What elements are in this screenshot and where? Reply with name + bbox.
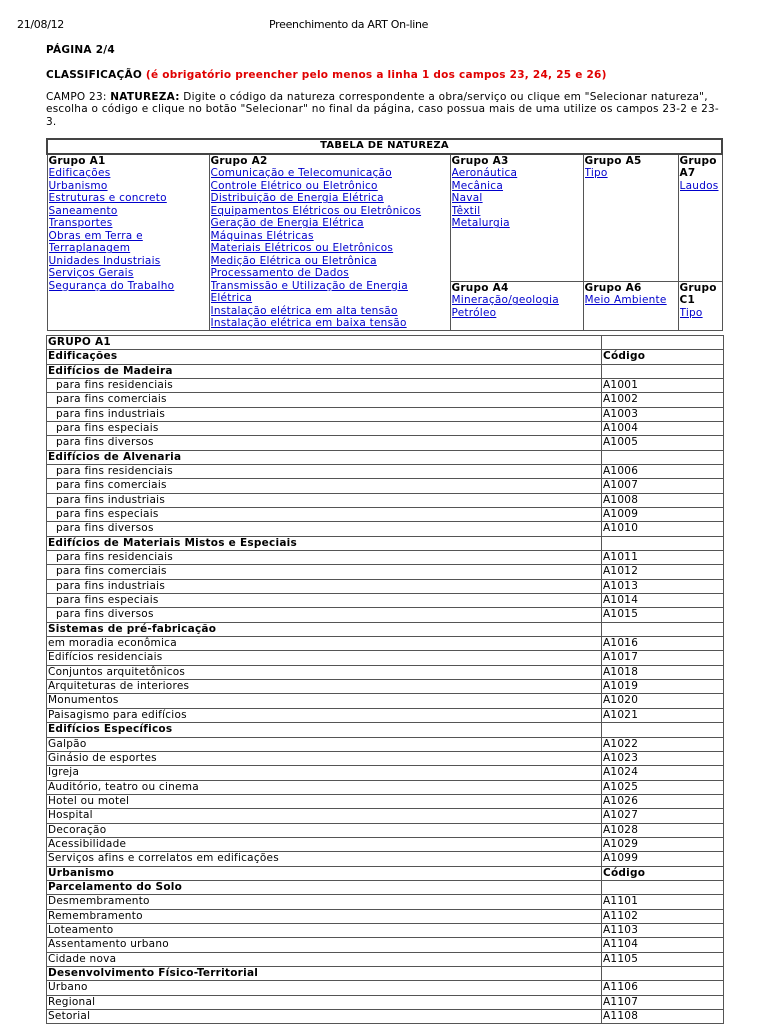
row-code: A1099 xyxy=(602,852,724,866)
group-a6-links xyxy=(585,294,677,307)
table-row xyxy=(47,852,724,866)
table-row xyxy=(47,766,724,780)
table-row xyxy=(47,995,724,1009)
row-description: para fins comerciais xyxy=(47,479,602,493)
group-a5-link[interactable]: Tipo xyxy=(584,167,608,180)
group-a2-link[interactable]: Materiais Elétricos ou Eletrônicos xyxy=(210,242,394,255)
row-description: Monumentos xyxy=(47,694,602,708)
table-row xyxy=(47,794,724,808)
row-code: A1013 xyxy=(602,579,724,593)
nature-code-table-body xyxy=(47,335,724,1024)
row-description: Regional xyxy=(47,995,602,1009)
row-code: A1101 xyxy=(602,895,724,909)
row-description: para fins residenciais xyxy=(47,378,602,392)
campo-23-instructions xyxy=(46,91,722,128)
table-row xyxy=(47,837,724,851)
row-code: A1007 xyxy=(602,479,724,493)
group-a1-link[interactable]: Obras em Terra e xyxy=(48,229,143,242)
group-a7-code: A7 xyxy=(679,167,696,180)
table-row xyxy=(47,464,724,478)
row-code: A1011 xyxy=(602,551,724,565)
group-a2-link[interactable]: Comunicação e Telecomunicação xyxy=(210,167,392,180)
row-code xyxy=(602,967,724,981)
table-row xyxy=(47,823,724,837)
group-a2-link[interactable]: Controle Elétrico ou Eletrônico xyxy=(210,179,378,192)
table-row xyxy=(47,508,724,522)
group-a2-title: Grupo A2 xyxy=(210,154,268,167)
row-description: Arquiteturas de interiores xyxy=(47,680,602,694)
table-row xyxy=(47,565,724,579)
row-description: Igreja xyxy=(47,766,602,780)
section-header-row xyxy=(47,335,724,349)
row-code: A1026 xyxy=(602,794,724,808)
group-a1-link[interactable]: Segurança do Trabalho xyxy=(48,279,175,292)
group-a4-links xyxy=(452,294,582,319)
row-code: A1029 xyxy=(602,837,724,851)
print-title: Preenchimento da ART On-line xyxy=(269,18,429,31)
group-a1-link[interactable]: Edificações xyxy=(48,167,111,180)
group-a7-links xyxy=(680,180,721,193)
group-a1-link[interactable]: Serviços Gerais xyxy=(48,267,134,280)
table-row xyxy=(47,952,724,966)
row-description: em moradia econômica xyxy=(47,637,602,651)
group-a2-link[interactable]: Equipamentos Elétricos ou Eletrônicos xyxy=(210,204,422,217)
campo-prefix: CAMPO 23: xyxy=(46,91,111,103)
table-row xyxy=(47,393,724,407)
row-code: A1017 xyxy=(602,651,724,665)
group-a1-title: Grupo A1 xyxy=(48,154,106,167)
group-a2-cell xyxy=(209,154,450,331)
group-a2-link[interactable]: Distribuição de Energia Elétrica xyxy=(210,192,384,205)
section-header-row xyxy=(47,536,724,550)
row-code: A1002 xyxy=(602,393,724,407)
row-code xyxy=(602,536,724,550)
table-row xyxy=(47,1010,724,1024)
group-a6-title: Grupo A6 xyxy=(584,281,642,294)
row-code: A1005 xyxy=(602,436,724,450)
row-code: A1016 xyxy=(602,637,724,651)
row-description: Edifícios de Materiais Mistos e Especiais xyxy=(47,536,602,550)
row-code: A1102 xyxy=(602,909,724,923)
table-row xyxy=(47,694,724,708)
group-a7-cell xyxy=(678,154,722,282)
section-header-row xyxy=(47,880,724,894)
page-content xyxy=(46,40,722,1024)
row-code: A1014 xyxy=(602,594,724,608)
row-description: Paisagismo para edifícios xyxy=(47,708,602,722)
group-a2-link[interactable]: Elétrica xyxy=(210,292,253,305)
group-a6-link[interactable]: Meio Ambiente xyxy=(584,294,667,307)
table-row xyxy=(47,493,724,507)
row-code xyxy=(602,450,724,464)
row-code: A1106 xyxy=(602,981,724,995)
classification-label: CLASSIFICAÇÃO xyxy=(46,69,143,81)
row-code xyxy=(602,723,724,737)
table-row xyxy=(47,981,724,995)
section-header-row xyxy=(47,967,724,981)
table-row xyxy=(47,680,724,694)
row-code: A1104 xyxy=(602,938,724,952)
row-code: A1107 xyxy=(602,995,724,1009)
row-description: para fins diversos xyxy=(47,608,602,622)
group-a3-link[interactable]: Naval xyxy=(451,192,483,205)
row-code: A1001 xyxy=(602,378,724,392)
row-code: A1103 xyxy=(602,923,724,937)
table-row xyxy=(47,551,724,565)
group-a5-cell xyxy=(583,154,678,282)
table-row xyxy=(47,938,724,952)
row-code xyxy=(602,364,724,378)
row-description: para fins residenciais xyxy=(47,464,602,478)
group-a1-link[interactable]: Transportes xyxy=(48,217,113,230)
group-a3-link[interactable]: Mecânica xyxy=(451,179,504,192)
row-description: Edifícios de Alvenaria xyxy=(47,450,602,464)
page-label: PÁGINA 2/4 xyxy=(46,44,115,56)
group-a5-title: Grupo A5 xyxy=(584,154,642,167)
row-description: para fins diversos xyxy=(47,436,602,450)
group-a1-link[interactable]: Urbanismo xyxy=(48,179,108,192)
row-code: Código xyxy=(602,350,724,364)
group-a2-link[interactable]: Geração de Energia Elétrica xyxy=(210,217,364,230)
section-header-row xyxy=(47,622,724,636)
group-a1-link[interactable]: Unidades Industriais xyxy=(48,254,161,267)
group-a1-cell xyxy=(47,154,209,331)
table-row xyxy=(47,751,724,765)
row-description: Ginásio de esportes xyxy=(47,751,602,765)
table-row xyxy=(47,378,724,392)
row-description: Edificações xyxy=(47,350,602,364)
row-description: Edifícios de Madeira xyxy=(47,364,602,378)
row-description: Loteamento xyxy=(47,923,602,937)
group-a4-cell xyxy=(450,281,583,330)
row-description: Galpão xyxy=(47,737,602,751)
table-row xyxy=(47,608,724,622)
row-description: Desmembramento xyxy=(47,895,602,909)
table-row xyxy=(47,909,724,923)
row-description: Urbano xyxy=(47,981,602,995)
row-code: A1010 xyxy=(602,522,724,536)
group-a4-link[interactable]: Petróleo xyxy=(451,306,497,319)
table-row xyxy=(47,809,724,823)
row-description: para fins industriais xyxy=(47,493,602,507)
campo-keyword: NATUREZA: xyxy=(110,91,180,103)
group-a2-link[interactable]: Processamento de Dados xyxy=(210,267,350,280)
row-code: A1018 xyxy=(602,665,724,679)
row-code: A1008 xyxy=(602,493,724,507)
nature-table xyxy=(46,138,723,331)
group-a4-title: Grupo A4 xyxy=(451,281,509,294)
table-row xyxy=(47,436,724,450)
row-description: Desenvolvimento Físico-Territorial xyxy=(47,967,602,981)
table-row xyxy=(47,407,724,421)
group-a3-link[interactable]: Aeronáutica xyxy=(451,167,518,180)
row-code: A1012 xyxy=(602,565,724,579)
nature-table-title: TABELA DE NATUREZA xyxy=(47,139,722,154)
row-code: A1108 xyxy=(602,1010,724,1024)
group-a2-link[interactable]: Instalação elétrica em baixa tensão xyxy=(210,317,407,330)
group-a7-title: Grupo xyxy=(679,154,717,167)
classification-heading xyxy=(46,69,722,81)
group-a1-link[interactable]: Estruturas e concreto xyxy=(48,192,167,205)
print-date: 21/08/12 xyxy=(17,18,65,31)
group-a2-link[interactable]: Medição Elétrica ou Eletrônica xyxy=(210,254,377,267)
row-description: Urbanismo xyxy=(47,866,602,880)
group-a2-link[interactable]: Máquinas Elétricas xyxy=(210,229,314,242)
row-code: A1025 xyxy=(602,780,724,794)
row-code: A1027 xyxy=(602,809,724,823)
row-code xyxy=(602,622,724,636)
row-code: A1024 xyxy=(602,766,724,780)
row-code: A1006 xyxy=(602,464,724,478)
row-description: Remembramento xyxy=(47,909,602,923)
row-description: para fins especiais xyxy=(47,594,602,608)
table-row xyxy=(47,579,724,593)
row-description: Hotel ou motel xyxy=(47,794,602,808)
group-a7-link[interactable]: Laudos xyxy=(679,179,719,192)
row-code: A1004 xyxy=(602,421,724,435)
row-description: GRUPO A1 xyxy=(47,335,602,349)
row-code xyxy=(602,335,724,349)
row-description: Decoração xyxy=(47,823,602,837)
section-header-row xyxy=(47,364,724,378)
row-code xyxy=(602,880,724,894)
group-a1-link[interactable]: Terraplanagem xyxy=(48,242,131,255)
row-code: A1021 xyxy=(602,708,724,722)
table-row xyxy=(47,737,724,751)
row-description: Edifícios Específicos xyxy=(47,723,602,737)
section-header-row xyxy=(47,350,724,364)
row-code: A1105 xyxy=(602,952,724,966)
row-code: A1015 xyxy=(602,608,724,622)
row-code: A1028 xyxy=(602,823,724,837)
table-row xyxy=(47,665,724,679)
row-description: para fins comerciais xyxy=(47,393,602,407)
row-description: Sistemas de pré-fabricação xyxy=(47,622,602,636)
row-description: para fins especiais xyxy=(47,421,602,435)
row-description: para fins industriais xyxy=(47,579,602,593)
row-description: para fins especiais xyxy=(47,508,602,522)
group-a5-links xyxy=(585,167,677,180)
row-description: Edifícios residenciais xyxy=(47,651,602,665)
group-a3-cell xyxy=(450,154,583,282)
group-a3-title: Grupo A3 xyxy=(451,154,509,167)
row-description: para fins comerciais xyxy=(47,565,602,579)
table-row xyxy=(47,637,724,651)
row-description: Conjuntos arquitetônicos xyxy=(47,665,602,679)
row-description: Cidade nova xyxy=(47,952,602,966)
group-a1-links xyxy=(49,167,208,292)
group-c1-links xyxy=(680,307,721,320)
row-description: Assentamento urbano xyxy=(47,938,602,952)
section-header-row xyxy=(47,723,724,737)
row-code: A1022 xyxy=(602,737,724,751)
row-code: A1019 xyxy=(602,680,724,694)
group-a2-link[interactable]: Instalação elétrica em alta tensão xyxy=(210,304,398,317)
table-row xyxy=(47,651,724,665)
group-a6-cell xyxy=(583,281,678,330)
row-description: Serviços afins e correlatos em edificações xyxy=(47,852,602,866)
row-description: Parcelamento do Solo xyxy=(47,880,602,894)
group-a2-links xyxy=(211,167,449,330)
row-description: para fins industriais xyxy=(47,407,602,421)
row-code: A1023 xyxy=(602,751,724,765)
section-header-row xyxy=(47,450,724,464)
group-a3-link[interactable]: Metalurgia xyxy=(451,217,510,230)
group-a3-links xyxy=(452,167,582,230)
table-row xyxy=(47,780,724,794)
table-row xyxy=(47,895,724,909)
row-description: para fins diversos xyxy=(47,522,602,536)
row-code: A1020 xyxy=(602,694,724,708)
nature-code-table xyxy=(46,335,724,1024)
group-a3-link[interactable]: Têxtil xyxy=(451,204,481,217)
table-row xyxy=(47,522,724,536)
group-a1-link[interactable]: Saneamento xyxy=(48,204,118,217)
table-row xyxy=(47,923,724,937)
table-row xyxy=(47,479,724,493)
group-c1-cell xyxy=(678,281,722,330)
table-row xyxy=(47,421,724,435)
row-description: Hospital xyxy=(47,809,602,823)
group-c1-title: Grupo xyxy=(679,281,717,294)
section-header-row xyxy=(47,866,724,880)
group-a4-link[interactable]: Mineração/geologia xyxy=(451,294,559,307)
table-row xyxy=(47,708,724,722)
row-code: A1003 xyxy=(602,407,724,421)
table-row xyxy=(47,594,724,608)
campo-text: Digite o código da natureza correspondente a obra/serviço ou clique em "Selecionar natureza", escolha o código e clique no botão "Selecionar" no final da página, caso possua mais de uma utilize os campos 23-2 e 23-3. xyxy=(46,91,719,128)
group-c1-code: C1 xyxy=(679,294,696,307)
row-code: A1009 xyxy=(602,508,724,522)
group-a2-link[interactable]: Transmissão e Utilização de Energia xyxy=(210,279,408,292)
classification-note: (é obrigatório preencher pelo menos a linha 1 dos campos 23, 24, 25 e 26) xyxy=(145,69,607,81)
group-c1-link[interactable]: Tipo xyxy=(679,306,703,319)
row-description: Setorial xyxy=(47,1010,602,1024)
row-description: Acessibilidade xyxy=(47,837,602,851)
row-code: Código xyxy=(602,866,724,880)
row-description: para fins residenciais xyxy=(47,551,602,565)
row-description: Auditório, teatro ou cinema xyxy=(47,780,602,794)
